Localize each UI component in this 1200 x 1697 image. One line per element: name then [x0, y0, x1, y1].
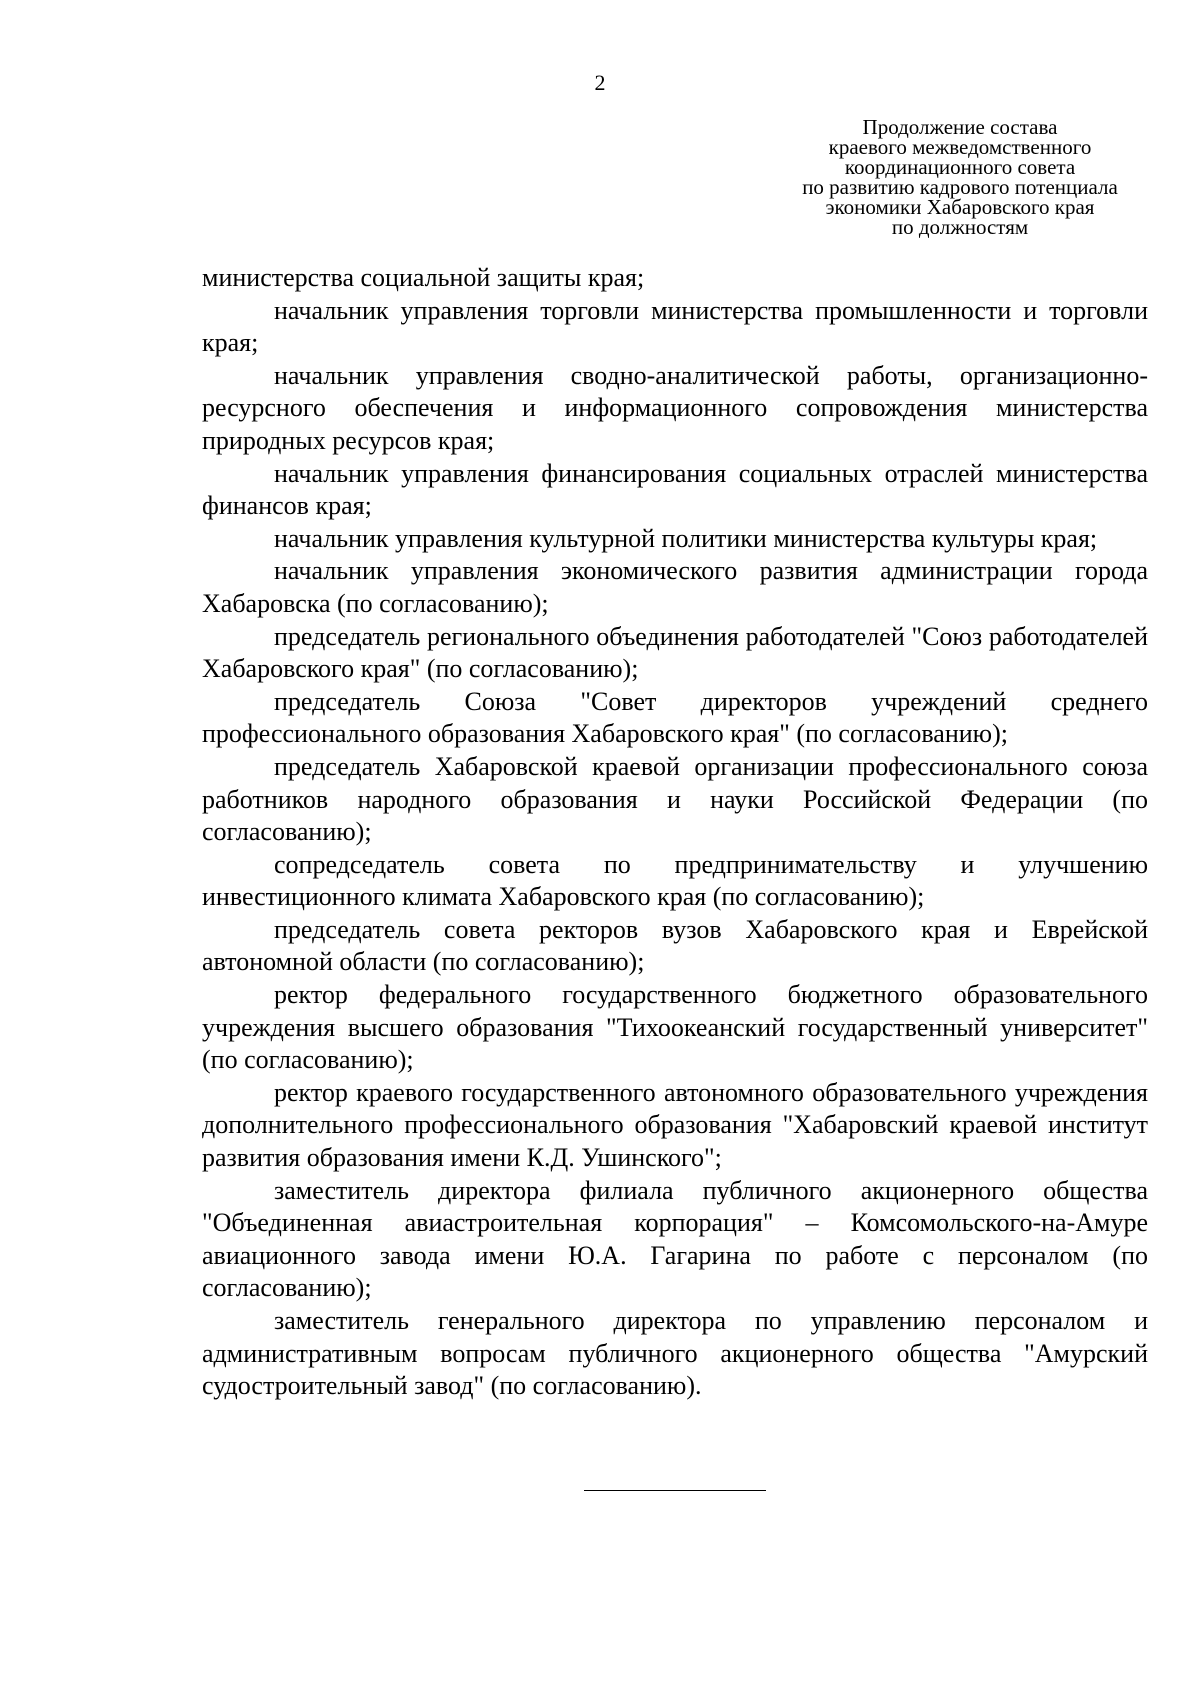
- header-line: Продолжение состава: [862, 115, 1058, 139]
- body-paragraph: председатель регионального объединения работодателей "Союз работодателей Хабаровского края" (по согласованию);: [202, 621, 1148, 684]
- page-number: 2: [594, 70, 606, 95]
- body-paragraph: сопредседатель совета по предпринимательству и улучшению инвестиционного климата Хабаровского края (по согласованию);: [202, 849, 1148, 912]
- body-paragraph: министерства социальной защиты края;: [202, 263, 645, 292]
- body-paragraph: заместитель директора филиала публичного акционерного общества "Объединенная авиастроительная корпорация" – Комсомольского-на-Амуре авиационного завода имени Ю.А. Гагарина по работе с персоналом (по согласованию);: [202, 1175, 1148, 1303]
- header-line: по должностям: [891, 215, 1029, 239]
- body-paragraph: заместитель генерального директора по управлению персоналом и административным вопросам публичного акционерного общества "Амурский судостроительный завод" (по согласованию).: [202, 1306, 1148, 1401]
- header-line: экономики Хабаровского края: [825, 195, 1095, 219]
- body-paragraph: председатель Союза "Совет директоров учреждений среднего профессионального образования Хабаровского края" (по согласованию);: [202, 686, 1148, 749]
- body-paragraph: ректор краевого государственного автономного образовательного учреждения дополнительного профессионального образования "Хабаровский краевой институт развития образования имени К.Д. Ушинского";: [202, 1077, 1148, 1173]
- body-paragraph: начальник управления сводно-аналитической работы, организационно-ресурсного обеспечения и информационного сопровождения министерства природных ресурсов края;: [202, 360, 1148, 455]
- header-line: краевого межведомственного: [828, 135, 1092, 159]
- end-separator-line: [584, 1490, 766, 1491]
- header-line: по развитию кадрового потенциала: [802, 175, 1118, 199]
- body-paragraph: начальник управления культурной политики министерства культуры края;: [274, 523, 1098, 553]
- body-paragraph: начальник управления экономического развития администрации города Хабаровска (по согласованию);: [202, 556, 1148, 618]
- body-paragraph: председатель Хабаровской краевой организации профессионального союза работников народного образования и науки Российской Федерации (по согласованию);: [202, 751, 1148, 847]
- body-paragraph: начальник управления финансирования социальных отраслей министерства финансов края;: [202, 458, 1148, 521]
- document-body: [202, 262, 1148, 1403]
- body-paragraph: председатель совета ректоров вузов Хабаровского края и Еврейской автономной области (по согласованию);: [202, 914, 1148, 977]
- document-header: [760, 117, 1160, 237]
- body-paragraph: начальник управления торговли министерства промышленности и торговли края;: [202, 295, 1148, 358]
- body-paragraph: ректор федерального государственного бюджетного образовательного учреждения высшего образования "Тихоокеанский государственный университет" (по согласованию);: [202, 980, 1148, 1075]
- header-line: координационного совета: [844, 155, 1076, 179]
